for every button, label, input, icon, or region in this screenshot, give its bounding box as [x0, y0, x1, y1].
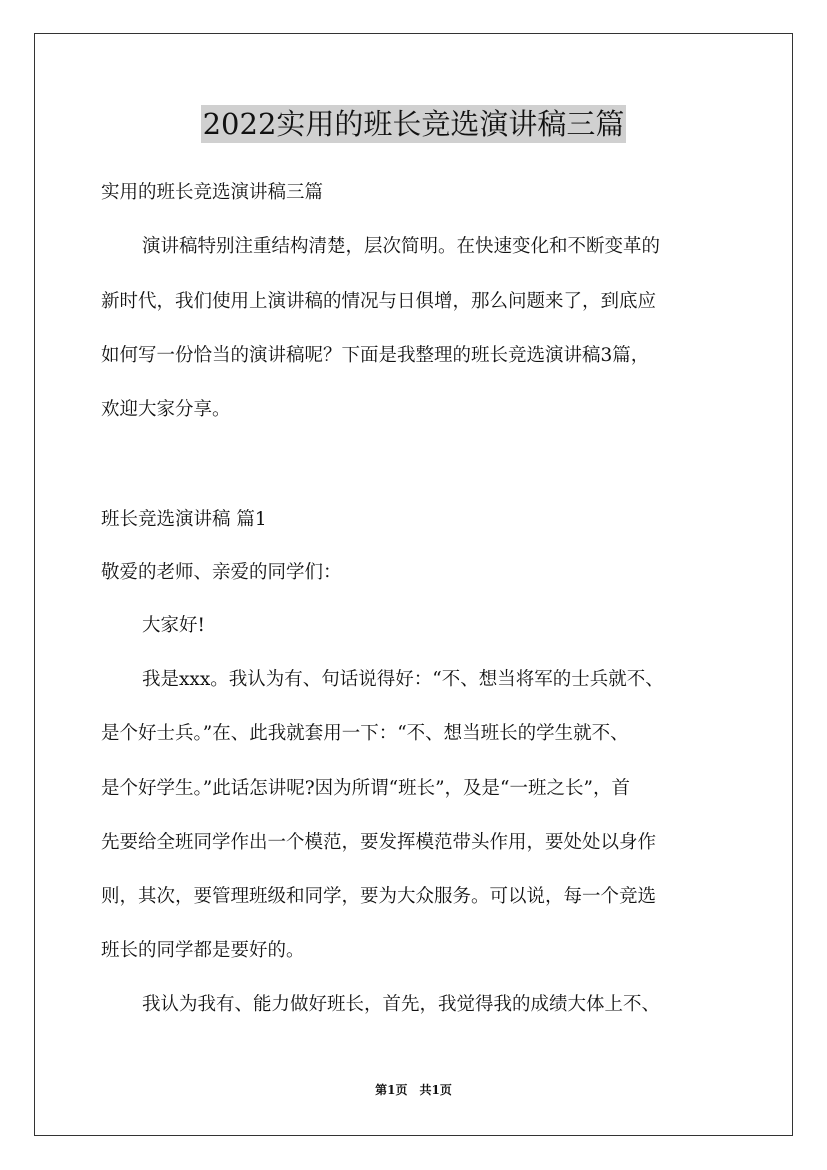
body-line-6: 班长的同学都是要好的。	[101, 940, 305, 961]
intro-line-3: 如何写一份恰当的演讲稿呢？下面是我整理的班长竞选演讲稿3篇，	[101, 345, 650, 366]
body-line-7: 我认为我有、能力做好班长，首先，我觉得我的成绩大体上不、	[142, 994, 661, 1015]
greeting: 大家好!	[142, 615, 205, 636]
salutation: 敬爱的老师、亲爱的同学们：	[101, 562, 342, 583]
document-subtitle: 实用的班长竞选演讲稿三篇	[101, 182, 324, 203]
intro-line-1: 演讲稿特别注重结构清楚，层次简明。在快速变化和不断变革的	[142, 236, 661, 257]
body-line-3: 是个好学生。”此话怎讲呢?因为所谓“班长”，及是“一班之长”，首	[101, 778, 630, 799]
body-line-1: 我是xxx。我认为有、句话说得好：“不、想当将军的士兵就不、	[142, 669, 664, 690]
body-line-5: 则，其次，要管理班级和同学，要为大众服务。可以说，每一个竞选	[101, 886, 657, 907]
body-line-4: 先要给全班同学作出一个模范，要发挥模范带头作用，要处处以身作	[101, 832, 657, 853]
intro-line-4: 欢迎大家分享。	[101, 399, 231, 420]
intro-line-2: 新时代，我们使用上演讲稿的情况与日俱增，那么问题来了，到底应	[101, 291, 657, 312]
document-title	[0, 104, 827, 143]
document-title-text: 2022实用的班长竞选演讲稿三篇	[202, 107, 625, 141]
page-footer: 第1页 共1页	[375, 1083, 452, 1097]
body-line-2: 是个好士兵。”在、此我就套用一下：“不、想当班长的学生就不、	[101, 723, 629, 744]
section-heading: 班长竞选演讲稿 篇1	[101, 509, 267, 530]
